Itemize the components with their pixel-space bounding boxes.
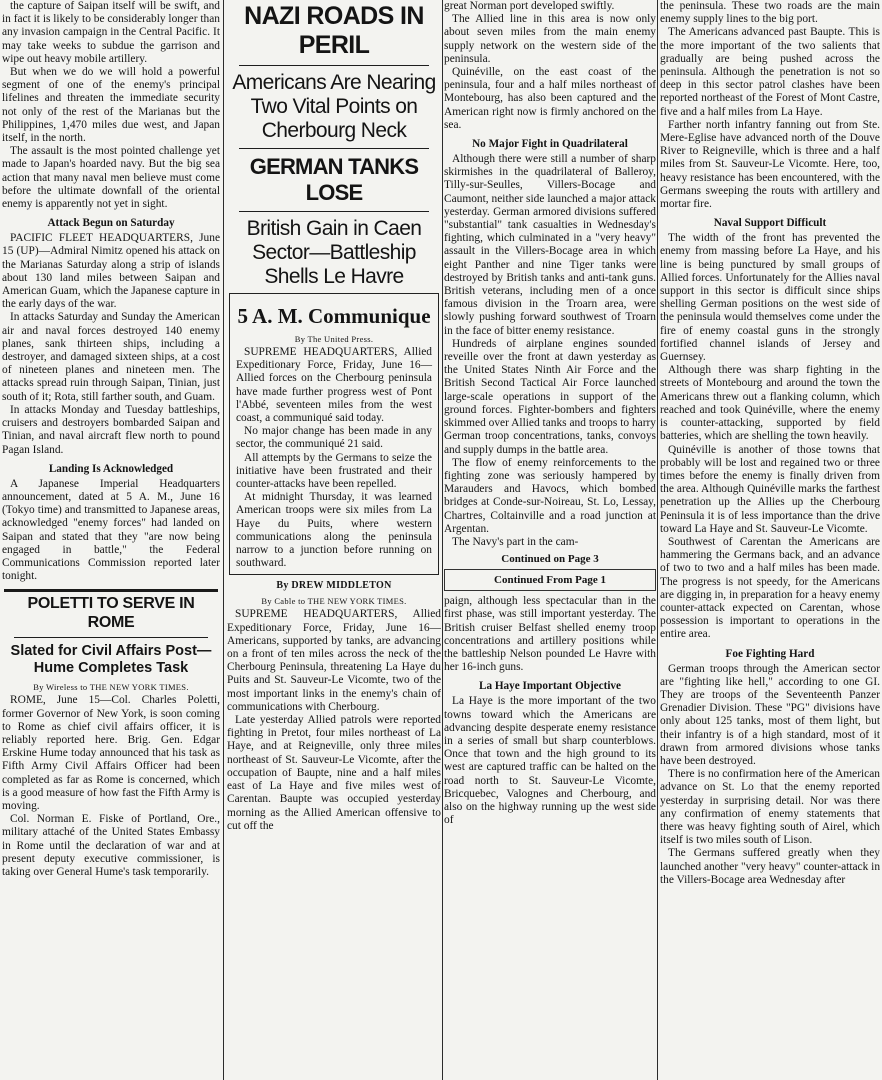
paragraph: PACIFIC FLEET HEADQUARTERS, June 15 (UP)—Admiral Nimitz opened his attack on the Marianas Saturday along a strip of islands about 130 land miles between Saipan and American Guam, which the Japanese capture in the early days of the war. [2,232,220,311]
divider [239,148,429,149]
byline: By Cable to THE NEW YORK TIMES. [261,596,407,607]
paragraph: Quinéville is another of those towns that probably will be lost and regained two or three times before the enemy is finally driven from the area. Although Quinéville marks the farthest penetration up the Allies up the Cherbourg Peninsula it is of less importance than the drive toward La Haye and St. Sauveur-Le Vicomte. [660,443,880,535]
headline-americans-nearing: Americans Are Nearing Two Vital Points on Cherbourg Neck [232,71,436,142]
paragraph: At midnight Thursday, it was learned American troops were six miles from La Haye du Puits, where western communications along the peninsula narrow to a junction before running on southward. [236,491,432,570]
paragraph: The Germans suffered greatly when they launched another "very heavy" counter-attack in the Villers-Bocage area Wednesday after [660,847,880,886]
divider [14,637,208,638]
column-4 [660,0,880,1080]
paragraph: But when we do we will hold a powerful segment of one of the enemy's principal lifelines and threaten the immediate security not only of the rest of the Marianas but the Philippines, 1,470 miles due west, and Japan itself, in the north. [2,66,220,145]
headline-british-gain: British Gain in Caen Sector—Battleship Shells Le Havre [246,217,422,288]
paragraph: The Americans advanced past Baupte. This is the more important of the two salients that gradually are being pushed across the peninsula. Although the penetration is not so deep in this sector patrol clashes have been reported northeast of the Forest of Mont Castre, five and a half miles from La Haye. [660,26,880,118]
paragraph: SUPREME HEADQUARTERS, Allied Expeditionary Force, Friday, June 16—Americans, supported by tanks, are advancing on a front of ten miles across the neck of the Cherbourg Peninsula, threatening La Haye du Puits and St. Sauveur-Le Vicomte, two of the most important links in the enemy's chain of communications with Cherbourg. [227,608,441,713]
subheading: Naval Support Difficult [713,217,827,230]
paragraph: The Navy's part in the cam- [452,535,579,548]
paragraph: The Allied line in this area is now only about seven miles from the main enemy supply network on the western side of the peninsula. [444,13,656,65]
paragraph: ROME, June 15—Col. Charles Poletti, former Governor of New York, is soon coming to Rome as chief civil affairs officer, it is reliably reported here. Brig. Gen. Edgar Erskine Hume today announced that his task as Fifth Army Civil Affairs Officer had been completed as far as Rome is concerned, which is a good measure of how fast the Fifth Army is moving. [2,694,220,812]
paragraph: Although there were still a number of sharp skirmishes in the quadrilateral of Balleroy, Tilly-sur-Seulles, Villers-Bocage and Caumont, neither side launched a major attack yesterday. German armored divisions suffered "substantial" tank casualties in Wednesday's fighting, which culminated in a "very heavy" assault in the Villers-Bocage area in which eight Panther and nine Tiger tanks were destroyed by British tanks and anti-tank guns. British veterans, including men of a once famous division in the Troarn area, were slowly pushing forward southwest of Troarn in the face of bitter enemy resistance. [444,153,656,337]
subheadline-slated: Slated for Civil Affairs Post—Hume Completes Task [10,643,212,677]
divider [239,211,429,212]
column-1 [2,0,220,1080]
communique-title: 5 A. M. Communique [237,304,431,328]
section-divider [4,589,218,592]
paragraph: Farther north infantry fanning out from Ste. Mere-Eglise have advanced north of the Douve River to Reigneville, which is three and a half miles from St. Sauveur-Le Vicomte. Here, too, heavy resistance has been encountered, with the Germans sweeping the routs with artillery and mortar fire. [660,118,880,211]
paragraph: German troops through the American sector are "fighting like hell," according to one GI. They are troops of the Seventeenth Panzer Grenadier Division. These "PG" divisions have only about 125 tanks, most of them light, but their infantry is of a high standard, most of it drawn from armored divisions whose tanks have been destroyed. [660,662,880,767]
subheading: Foe Fighting Hard [725,647,815,660]
paragraph: The width of the front has prevented the enemy from massing before La Haye, and his line is being punctured by small groups of Allied forces. Unfortunately for the Allies naval support in this sector is difficult since ships shelling German positions on the west side of the peninsula would themselves come under the fire of enemy coastal guns in the strongly fortified channel islands of Jersey and Guernsey. [660,232,880,364]
subheading: No Major Fight in Quadrilateral [472,138,628,151]
divider [239,65,429,66]
column-rule [657,0,658,1080]
paragraph: In attacks Monday and Tuesday battleships, cruisers and destroyers bombarded Saipan and Tinian, and naval aircraft flew north to pound Pagan Island. [2,403,220,456]
paragraph: There is no confirmation here of the American advance on St. Lo that the enemy reported yesterday in surprising detail. Nor was there any confirmation of enemy statements that there was heavy fighting south of Airel, which itself is two miles south of Lison. [660,768,880,847]
byline: By The United Press. [294,334,374,344]
column-rule [223,0,224,1080]
paragraph: paign, although less spectacular than in the first phase, was still important yesterday. The British cruiser Belfast shelled enemy troop concentrations and artillery positions while the battleship Nelson pounded Le Havre with her 16-inch guns. [444,595,656,674]
paragraph: SUPREME HEADQUARTERS, Allied Expeditionary Force, Friday, June 16—Allied forces on the Cherbourg peninsula have made further progress west of Pont l'Abbé, seventeen miles from the west coast, a communiqué said today. [236,346,432,425]
column-rule [442,0,443,1080]
headline-poletti: POLETTI TO SERVE IN ROME [27,595,195,632]
paragraph: Southwest of Carentan the Americans are hammering the Germans back, and an advance of two to two and a half miles has been made. The progress is not speedy, for the Americans are digging in, in preparation for a heavy enemy counter-attack expected on Carentan, whose possession is important to operations in the entire area. [660,535,880,641]
subheading: La Haye Important Objective [479,680,621,693]
paragraph: No major change has been made in any sector, the communiqué 21 said. [236,425,432,451]
paragraph: the capture of Saipan itself will be swift, and in fact it is likely to be considerably longer than any invasion campaign in the Central Pacific. It may take weeks to subdue the garrison and wipe out heavy mobile artillery. [2,0,220,65]
continued-on-label: Continued on Page 3 [501,553,599,566]
paragraph: Although there was sharp fighting in the streets of Montebourg and around the town the Americans threw out a flanking column, which reached and took Quinéville, where the enemy is counter-attacking, supported by field batteries, which are shelling the town heavily. [660,364,880,443]
paragraph: great Norman port developed swiftly. [444,0,615,12]
paragraph: Late yesterday Allied patrols were reported fighting in Pretot, four miles northeast of La Haye, and at Reigneville, only three miles northeast of St. Sauveur-Le Vicomte, after the occupation of Baupte, nine and a half miles east of La Haye and five miles west of Carentan. Baupte was occupied yesterday morning as the Allied American offensive to cut off the [227,714,441,832]
byline: By Wireless to THE NEW YORK TIMES. [33,682,189,693]
paragraph: In attacks Saturday and Sunday the American air and naval forces destroyed 140 enemy planes, sank thirteen ships, including a destroyer, and damaged sixteen ships, at a cost of nineteen planes and nineteen men. The attacks spread ruin through Saipan, Tinian, just south of it; Rota, still farther south, and Guam. [2,311,220,403]
byline-author: By DREW MIDDLETON [276,580,392,592]
paragraph: All attempts by the Germans to seize the initiative have been frustrated and their counter-attacks have been repelled. [236,451,432,491]
paragraph: Quinéville, on the east coast of the peninsula, four and a half miles northeast of Montebourg, has also been captured and the American right now is firmly anchored on the sea. [444,66,656,131]
subheading: Attack Begun on Saturday [47,217,175,230]
paragraph: The assault is the most pointed challenge yet made to Japan's hoarded navy. But the big sea action that many naval men believe must come before the ultimate downfall of the oriental enemy is apparently not yet in sight. [2,145,220,211]
paragraph: Col. Norman E. Fiske of Portland, Ore., military attaché of the United States Embassy in Rome until the declaration of war and at present deputy executive commissioner, is taking over General Hume's task temporarily. [2,813,220,878]
paragraph: La Haye is the more important of the two towns toward which the Americans are advancing despite desperate enemy resistance in a series of small but sharp counterblows. Once that town and the high ground to its west are captured traffic can be halted on the road north to St. Sauveur-Le Vicomte, Bricquebec, Valognes and Cherbourg, and also on the highway running up the west side of [444,695,656,827]
paragraph: A Japanese Imperial Headquarters announcement, dated at 5 A. M., June 16 (Tokyo time) and transmitted to Japanese areas, acknowledged "enemy forces" had landed on Saipan and stated that they "are now being engaged in battle," the Federal Communications Commission reported later tonight. [2,477,220,583]
headline-german-tanks: GERMAN TANKS LOSE [249,154,419,205]
paragraph: The flow of enemy reinforcements to the fighting zone was seriously hampered by Marauders and Havocs, which bombed bridges at Conde-sur-Noireau, St. Lo, Lessay, Chartres, Coltainville and a road junction at Argentan. [444,456,656,535]
column-3 [444,0,656,1080]
communique-box [229,293,439,575]
subheading: Landing Is Acknowledged [48,462,174,475]
column-2 [227,0,441,1080]
paragraph: the peninsula. These two roads are the main enemy supply lines to the big port. [660,0,880,26]
headline-nazi-roads: NAZI ROADS IN PERIL [244,2,424,59]
paragraph: Hundreds of airplane engines sounded reveille over the front at dawn yesterday as the United States Ninth Air Force and the British Second Tactical Air Force launched large-scale operations in support of the ground forces. Fighter-bombers and fighters skimmed over Allied tanks and troops to harry German troop concentrations, tanks, convoys and supply dumps in the battle area. [444,337,656,456]
continued-from-label: Continued From Page 1 [444,569,656,591]
